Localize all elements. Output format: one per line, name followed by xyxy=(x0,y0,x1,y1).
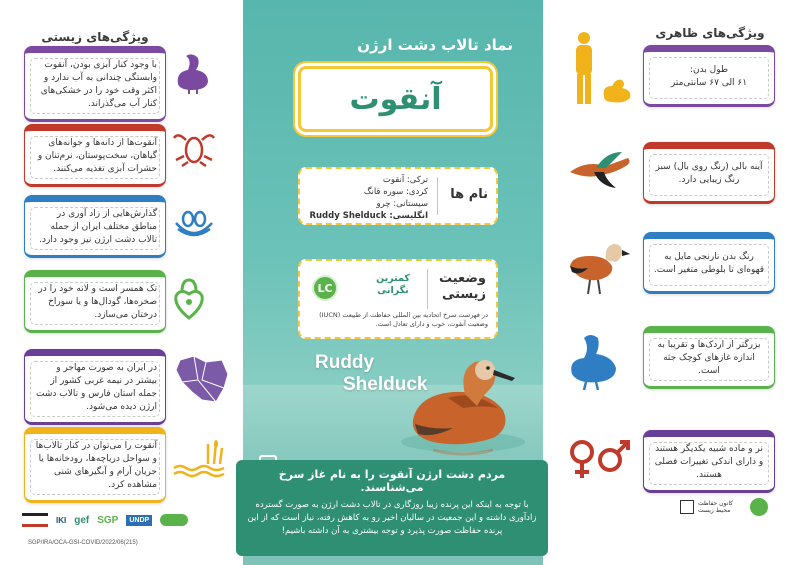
name-kurdish: کردی: سوره قانگ xyxy=(363,186,428,197)
bottom-banner xyxy=(236,460,548,556)
footer-logos xyxy=(22,508,237,532)
right-card-text: رنگ بدن نارنجی مایل به قهوه‌ای تا بلوطی متغیر است. xyxy=(653,251,765,275)
logo-gef: gef xyxy=(74,514,90,526)
subtitle: نماد تالاب دشت ارژن xyxy=(357,36,513,54)
status-label: وضعیت زیستی xyxy=(438,271,486,302)
left-card-text: با وجود کنار آبزی بودن، آنقوت وابستگی چندانی به آب ندارد و اکثر وقت خود را در خشکی‌های کنار آب می‌گذراند. xyxy=(40,60,157,110)
logo-green xyxy=(160,514,188,526)
left-card-5 xyxy=(24,349,166,425)
duck-silhouette-icon xyxy=(172,50,212,98)
name-turkish: ترکی: آنقوت xyxy=(382,175,428,185)
right-card-text: آینه بالی (رنگ روی بال) سبز رنگ زیبایی دارد. xyxy=(655,161,763,185)
heart-lock-icon xyxy=(172,276,206,326)
right-card-1 xyxy=(643,45,775,107)
logo-undp: UNDP xyxy=(126,515,152,526)
orange-duck-icon xyxy=(566,240,632,300)
right-card-2 xyxy=(643,142,775,204)
goose-silhouette-icon xyxy=(566,330,622,394)
logo-sgp: SGP xyxy=(97,514,119,526)
right-column-title: ویژگی‌های ظاهری xyxy=(655,26,765,40)
right-card-text: بزرگتر از اردک‌ها و تقریبا به اندازه غازهای کوچک جثه است. xyxy=(657,340,761,377)
right-card-4 xyxy=(643,326,775,389)
ngo-logo xyxy=(680,492,780,522)
right-card-text: طول بدن: ۶۱ الی ۶۷ سانتی‌متر xyxy=(670,64,748,88)
wetland-reeds-icon xyxy=(172,440,226,484)
left-card-text: آنقوت را می‌توان در کنار تالاب‌ها و سواحل دریاچه‌ها، رودخانه‌ها یا جریان آرام و آبگیرهای شنی مشاهده کرد. xyxy=(35,441,157,491)
left-card-text: در ایران به صورت مهاجر و بیشتر در نیمه غربی کشور از جمله استان فارس و تالاب دشت ارژن دیده می‌شود. xyxy=(36,363,157,413)
name-english: انگلیسی: Ruddy Shelduck xyxy=(309,210,428,221)
status-text: کمترین نگرانی xyxy=(376,273,410,297)
iran-map-icon xyxy=(172,352,232,412)
ministry-logo xyxy=(22,513,48,527)
nest-icon xyxy=(172,205,216,245)
logo-iki: IKI xyxy=(56,515,67,525)
names-label: نام ها xyxy=(450,187,488,202)
ngo-building-icon xyxy=(680,500,694,514)
title-box xyxy=(298,66,493,132)
size-comparison-icon xyxy=(566,30,636,114)
left-card-text: تک همسر است و لانه خود را در صخره‌ها، گودال‌ها و یا سوراخ درختان می‌سازد. xyxy=(38,284,157,321)
left-card-4 xyxy=(24,270,166,333)
main-title: آنقوت xyxy=(349,81,442,117)
banner-headline: مردم دشت ارژن آنقوت را به نام غاز سرخ می‌شناسند. xyxy=(278,468,506,494)
english-name-line2: Shelduck xyxy=(343,373,428,395)
flying-duck-icon xyxy=(566,150,636,194)
names-box xyxy=(298,167,498,225)
right-card-3 xyxy=(643,232,775,294)
left-card-text: آنقوت‌ها از دانه‌ها و جوانه‌های گیاهان، سخت‌پوستان، نرم‌تنان و حشرات آبزی تغذیه می‌کنند. xyxy=(37,138,157,175)
left-card-2 xyxy=(24,124,166,187)
status-box xyxy=(298,259,498,339)
left-card-text: گذارش‌هایی از زاد آوری در مناطق مختلف ایران از جمله تالاب دشت ارژن نیز وجود دارد. xyxy=(39,209,157,246)
left-card-3 xyxy=(24,195,166,258)
names-list xyxy=(309,175,428,223)
reference-code: SGP/IRA/OCA-GSI-COVID/2022/06(215) xyxy=(28,540,138,546)
left-card-1 xyxy=(24,46,166,122)
ruddy-shelduck-photo xyxy=(393,350,533,465)
right-card-5 xyxy=(643,430,775,493)
left-card-6 xyxy=(24,427,166,503)
left-column-title: ویژگی‌های زیستی xyxy=(41,30,149,44)
ngo-emblem-icon xyxy=(750,498,768,516)
banner-body: با توجه به اینکه این پرنده زیبا روزگاری در تالاب دشت ارژن به صورت گسترده زادآوری داشته و این جمعیت در سالیان اخیر رو به کاهش رفته، نیاز است که از این پرنده حفاظت صورت پذیرد و توجه بیشتری به آن داشته باشیم! xyxy=(247,500,537,537)
lc-badge: LC xyxy=(312,275,338,301)
right-card-text: نر و ماده شبیه یکدیگر هستند و دارای اندکی تغییرات فصلی هستند. xyxy=(654,444,764,481)
name-sistani: سیستانی: چرو xyxy=(376,198,428,209)
ngo-logo-text: کانون حفاظت محیط زیست xyxy=(698,499,734,514)
gender-symbols-icon xyxy=(566,436,632,484)
status-note: در فهرست سرخ اتحادیه بین المللی حفاظت از طبیعت (IUCN) وضعیت آنقوت، خوب و دارای تعادل است. xyxy=(319,311,488,328)
crayfish-icon xyxy=(172,128,216,172)
english-name-line1: Ruddy xyxy=(315,352,375,373)
